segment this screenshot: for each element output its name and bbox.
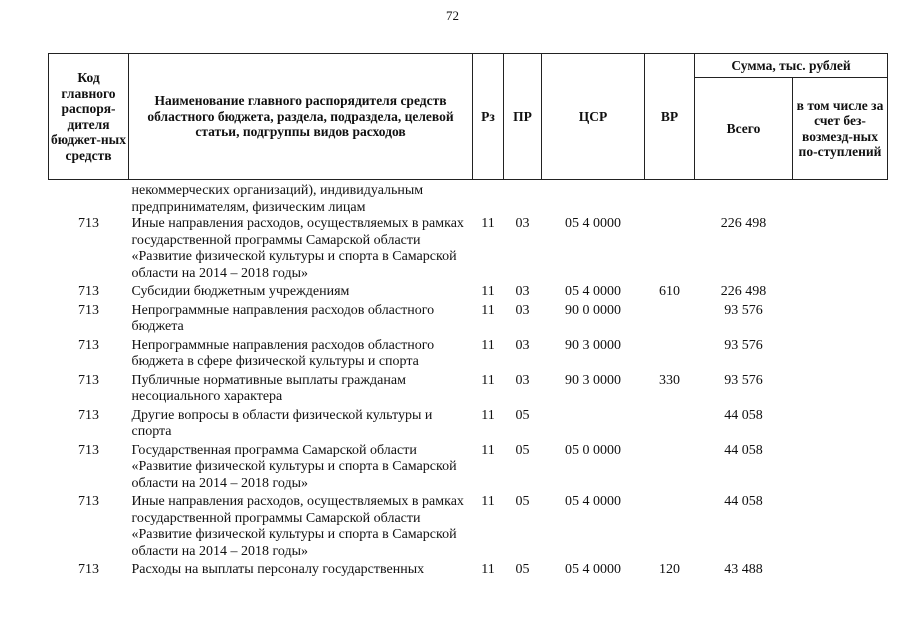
header-rz: Рз [473, 54, 504, 180]
row-free-receipts [793, 338, 888, 373]
table-row [49, 216, 888, 284]
continuation-empty [473, 180, 888, 217]
row-csr [542, 408, 645, 443]
row-rz: 11 [481, 372, 495, 388]
row-csr: 90 3 0000 [565, 372, 621, 388]
row-csr: 90 3 0000 [565, 337, 621, 353]
row-name: Иные направления расходов, осуществляемых в рамках государственной программы Самарской области «Развитие физической культуры и спорта в Самарской области на 2014 – 2018 годы» [131, 494, 464, 559]
row-code: 713 [78, 337, 99, 353]
row-vr [645, 216, 695, 284]
row-name: Непрограммные направления расходов областного бюджета в сфере физической культуры и спорта [131, 337, 435, 369]
row-total: 44 058 [724, 442, 763, 458]
row-pr: 03 [515, 216, 530, 231]
row-vr [645, 443, 695, 495]
table-header [49, 54, 888, 180]
header-code: Код главного распоря-дителя бюджет-ных средств [49, 54, 129, 180]
row-pr: 03 [515, 337, 530, 353]
page-number: 72 [446, 8, 459, 23]
row-free-receipts [793, 284, 888, 303]
row-csr: 05 0 0000 [565, 442, 621, 458]
row-pr: 03 [515, 284, 530, 299]
row-rz: 11 [481, 407, 495, 423]
row-rz: 11 [481, 216, 495, 231]
row-total: 93 576 [724, 302, 763, 318]
row-vr [645, 408, 695, 443]
row-csr: 05 4 0000 [565, 284, 621, 299]
header-vr: ВР [645, 54, 695, 180]
row-rz: 11 [481, 284, 495, 299]
row-csr: 05 4 0000 [565, 216, 621, 231]
row-rz: 11 [481, 562, 495, 577]
row-pr: 05 [515, 407, 530, 423]
header-name: Наименование главного распорядителя средств областного бюджета, раздела, подраздела, целевой статьи, подгруппы видов расходов [129, 54, 473, 180]
row-total: 44 058 [724, 407, 763, 423]
row-free-receipts [793, 303, 888, 338]
row-total: 44 058 [724, 494, 763, 509]
row-pr: 03 [515, 302, 530, 318]
row-total: 93 576 [724, 372, 763, 388]
table-row [49, 303, 888, 338]
table-row [49, 562, 888, 581]
row-csr: 05 4 0000 [565, 562, 621, 577]
row-vr: 120 [659, 562, 680, 577]
row-rz: 11 [481, 494, 495, 509]
row-code: 713 [78, 407, 99, 423]
header-csr: ЦСР [542, 54, 645, 180]
row-name: Непрограммные направления расходов областного бюджета [131, 302, 435, 334]
row-pr: 05 [515, 494, 530, 509]
row-csr: 05 4 0000 [565, 494, 621, 509]
row-vr [645, 338, 695, 373]
row-csr: 90 0 0000 [565, 302, 621, 318]
row-rz: 11 [481, 337, 495, 353]
row-code: 713 [78, 442, 99, 458]
table-body [49, 180, 888, 581]
row-vr [645, 494, 695, 562]
row-code: 713 [78, 562, 99, 577]
row-name: Субсидии бюджетным учреждениям [131, 284, 350, 299]
continuation-name: некоммерческих организаций), индивидуальным предпринимателям, физическим лицам [131, 183, 424, 215]
row-free-receipts [793, 408, 888, 443]
row-vr: 330 [659, 372, 680, 388]
row-free-receipts [793, 443, 888, 495]
row-code: 713 [78, 284, 99, 299]
row-free-receipts [793, 562, 888, 581]
table-row [49, 408, 888, 443]
header-total: Всего [695, 78, 793, 180]
row-pr: 05 [515, 562, 530, 577]
table-row [49, 494, 888, 562]
row-code: 713 [78, 494, 99, 509]
row-code: 713 [78, 302, 99, 318]
table-row [49, 373, 888, 408]
row-rz: 11 [481, 302, 495, 318]
row-code: 713 [78, 372, 99, 388]
row-pr: 05 [515, 442, 530, 458]
row-total: 93 576 [724, 337, 763, 353]
row-pr: 03 [515, 372, 530, 388]
row-vr: 610 [659, 284, 680, 299]
budget-table [48, 53, 888, 581]
table-row [49, 338, 888, 373]
table-row [49, 443, 888, 495]
row-free-receipts [793, 494, 888, 562]
row-free-receipts [793, 216, 888, 284]
row-code: 713 [78, 216, 99, 231]
header-pr: ПР [504, 54, 542, 180]
table-row [49, 284, 888, 303]
continuation-row [49, 180, 888, 217]
row-name: Другие вопросы в области физической культуры и спорта [131, 407, 433, 439]
row-vr [645, 303, 695, 338]
row-total: 226 498 [720, 216, 767, 231]
row-name: Иные направления расходов, осуществляемых в рамках государственной программы Самарской области «Развитие физической культуры и спорта в Самарской области на 2014 – 2018 годы» [131, 216, 464, 281]
continuation-code-cell [49, 180, 129, 217]
row-free-receipts [793, 373, 888, 408]
row-name: Государственная программа Самарской области «Развитие физической культуры и спорта в Самарской области на 2014 – 2018 годы» [131, 442, 457, 491]
header-sum-group: Сумма, тыс. рублей [695, 54, 888, 78]
row-total: 43 488 [724, 562, 763, 577]
row-name: Расходы на выплаты персоналу государственных [131, 562, 425, 577]
row-name: Публичные нормативные выплаты гражданам несоциального характера [131, 372, 406, 404]
header-free-receipts: в том числе за счет без-возмезд-ных по-ступлений [793, 78, 888, 180]
row-rz: 11 [481, 442, 495, 458]
row-total: 226 498 [720, 284, 767, 299]
